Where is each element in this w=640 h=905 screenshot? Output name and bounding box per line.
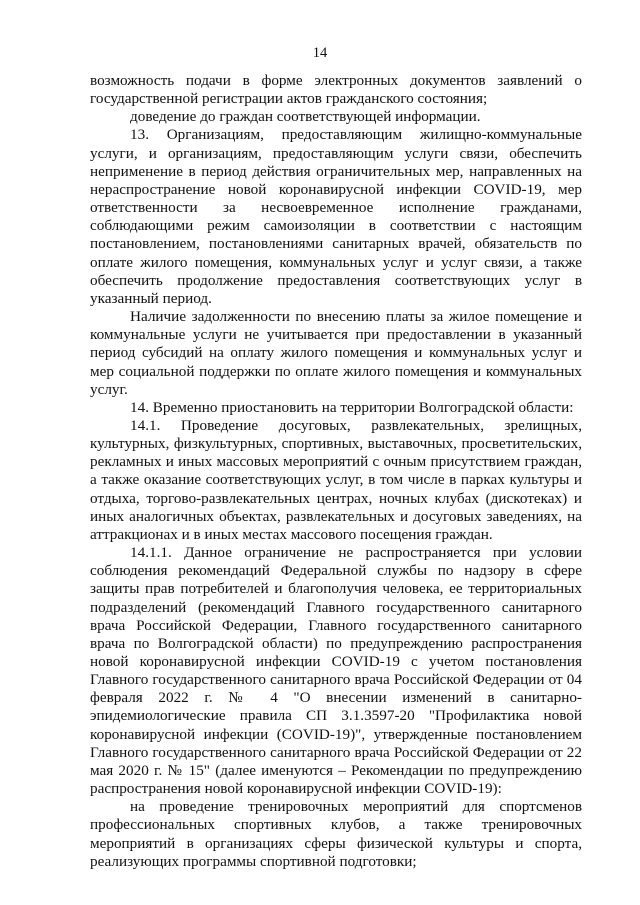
paragraph-debt-subsidies: Наличие задолженности по внесению платы за жилое помещение и коммунальные услуги не учитывается при предоставлении в указанный период субсидий на оплату жилого помещения и коммунальных услуг и мер социальной поддержки по оплате жилого помещения и коммунальных услуг. xyxy=(90,308,582,398)
paragraph-item-13: 13. Организациям, предоставляющим жилищно-коммунальные услуги, и организациям, предоставляющим услуги связи, обеспечить неприменение в период действия ограничительных мер, направленных на нераспространение новой коронавирусной инфекции COVID-19, мер ответственности за несвоевременное исполнение гражданами, соблюдающими режим самоизоляции в соответствии с настоящим постановлением, постановлениями санитарных врачей, обязательств по оплате жилого помещения, коммунальных услуг и услуг связи, а также обеспечить продолжение предоставления соответствующих услуг в указанный период. xyxy=(90,126,582,307)
paragraph-item-14-1: 14.1. Проведение досуговых, развлекательных, зрелищных, культурных, физкультурных, спортивных, выставочных, просветительских, рекламных и иных массовых мероприятий с очным присутствием граждан, а также оказание соответствующих услуг, в том числе в парках культуры и отдыха, торгово-развлекательных центрах, ночных клубах (дискотеках) и иных аналогичных объектах, развлекательных и досуговых заведениях, на аттракционах и в иных местах массового посещения граждан. xyxy=(90,416,582,543)
document-body xyxy=(90,72,582,871)
paragraph-item-14-1-1: 14.1.1. Данное ограничение не распространяется при условии соблюдения рекомендаций Федеральной службы по надзору в сфере защиты прав потребителей и благополучия человека, ее территориальных подразделений (рекомендаций Главного государственного санитарного врача Российской Федерации, Главного государственного санитарного врача по Волгоградской области) по предупреждению распространения новой коронавирусной инфекции COVID-19 с учетом постановления Главного государственного санитарного врача Российской Федерации от 04 февраля 2022 г. № 4 "О внесении изменений в санитарно-эпидемиологические правила СП 3.1.3597-20 "Профилактика новой коронавирусной инфекции (COVID-19)", утвержденные постановлением Главного государственного санитарного врача Российской Федерации от 22 мая 2020 г. № 15" (далее именуются – Рекомендации по предупреждению распространения новой коронавирусной инфекции COVID-19): xyxy=(90,544,582,798)
paragraph-civil-registration: возможность подачи в форме электронных документов заявлений о государственной регистрации актов гражданского состояния; xyxy=(90,72,582,108)
paragraph-item-14: 14. Временно приостановить на территории Волгоградской области: xyxy=(130,398,574,416)
paragraph-training-events: на проведение тренировочных мероприятий для спортсменов профессиональных спортивных клубов, а также тренировочных мероприятий в организациях сферы физической культуры и спорта, реализующих программы спортивной подготовки; xyxy=(90,798,582,870)
paragraph-inform-citizens: доведение до граждан соответствующей информации. xyxy=(130,108,481,126)
page-number: 14 xyxy=(312,45,328,61)
